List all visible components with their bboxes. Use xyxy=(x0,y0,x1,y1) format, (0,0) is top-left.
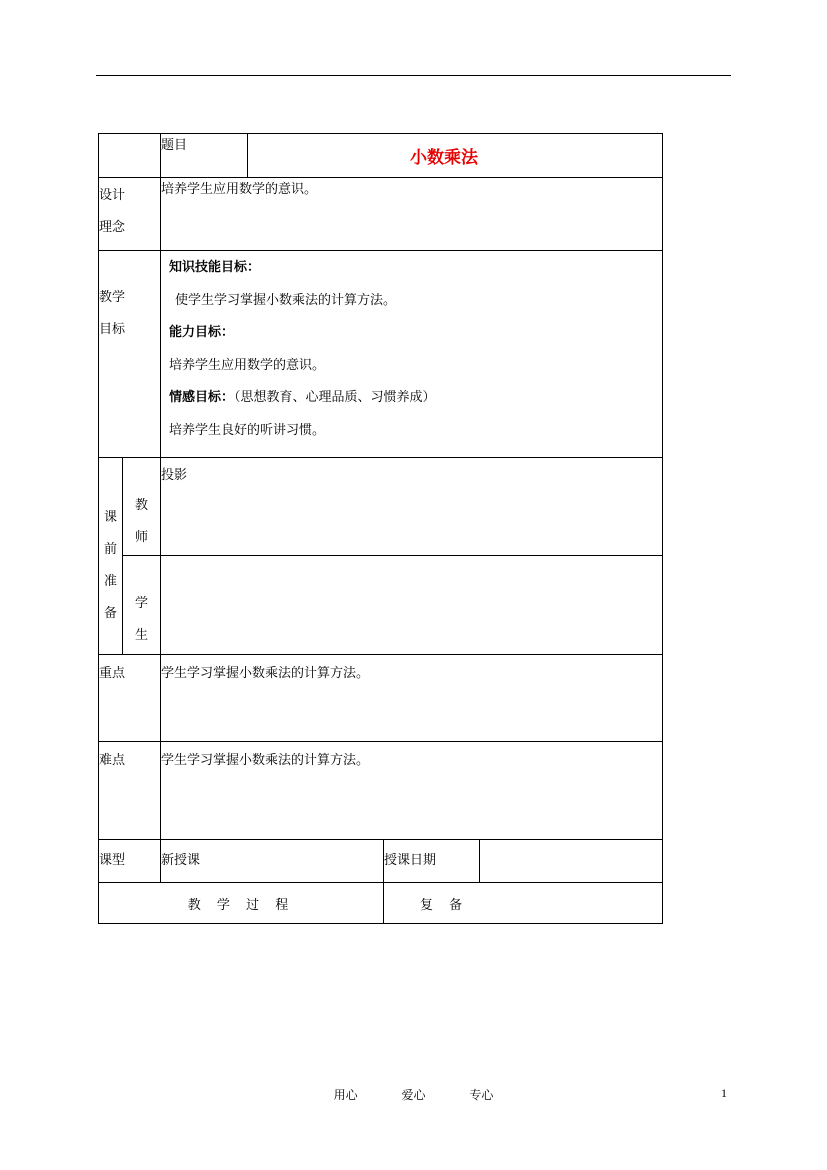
student-text xyxy=(161,556,663,655)
student-label: 学 生 xyxy=(123,556,161,655)
type-label: 课型 xyxy=(99,840,161,883)
process-label: 教 学 过 程 xyxy=(99,883,384,924)
ability-text: 培养学生应用数学的意识。 xyxy=(169,357,326,373)
emotion-heading: 情感目标： xyxy=(169,390,235,405)
objectives-row xyxy=(99,251,663,458)
footer-item: 专心 xyxy=(469,1088,494,1102)
footer-item: 爱心 xyxy=(401,1088,426,1102)
difficulty-label: 难点 xyxy=(99,742,161,840)
emotion-text: 培养学生良好的听讲习惯。 xyxy=(169,422,326,438)
lesson-plan-table xyxy=(98,133,663,924)
title-row xyxy=(99,134,663,178)
date-value xyxy=(480,840,663,883)
design-text: 培养学生应用数学的意识。 xyxy=(161,178,663,251)
footer-motto xyxy=(0,1086,827,1103)
design-row xyxy=(99,178,663,251)
prep-teacher-row xyxy=(99,458,663,556)
empty-corner-cell xyxy=(99,134,161,178)
teacher-text: 投影 xyxy=(161,458,663,556)
footer-item: 用心 xyxy=(333,1088,358,1102)
type-row xyxy=(99,840,663,883)
emotion-note: （思想教育、心理品质、习惯养成） xyxy=(234,390,436,405)
knowledge-text: 使学生学习掌握小数乘法的计算方法。 xyxy=(175,292,397,308)
page-number: 1 xyxy=(721,1086,727,1100)
ability-heading: 能力目标： xyxy=(169,325,235,340)
emotion-line xyxy=(169,382,654,415)
prep-student-row xyxy=(99,556,663,655)
difficulty-row xyxy=(99,742,663,840)
knowledge-heading: 知识技能目标： xyxy=(169,260,261,275)
process-row xyxy=(99,883,663,924)
teacher-label: 教 师 xyxy=(123,458,161,556)
title-label: 题目 xyxy=(161,134,248,178)
key-point-text: 学生学习掌握小数乘法的计算方法。 xyxy=(161,655,663,742)
key-point-label: 重点 xyxy=(99,655,161,742)
key-point-row xyxy=(99,655,663,742)
design-label: 设计 理念 xyxy=(99,178,161,251)
objectives-content xyxy=(161,251,663,458)
header-rule xyxy=(96,75,731,76)
review-label: 复 备 xyxy=(384,883,663,924)
difficulty-text: 学生学习掌握小数乘法的计算方法。 xyxy=(161,742,663,840)
lesson-title: 小数乘法 xyxy=(248,134,663,178)
prep-label: 课 前 准 备 xyxy=(99,458,123,655)
objectives-label: 教学 目标 xyxy=(99,251,161,458)
type-value: 新授课 xyxy=(161,840,384,883)
date-label: 授课日期 xyxy=(384,840,480,883)
